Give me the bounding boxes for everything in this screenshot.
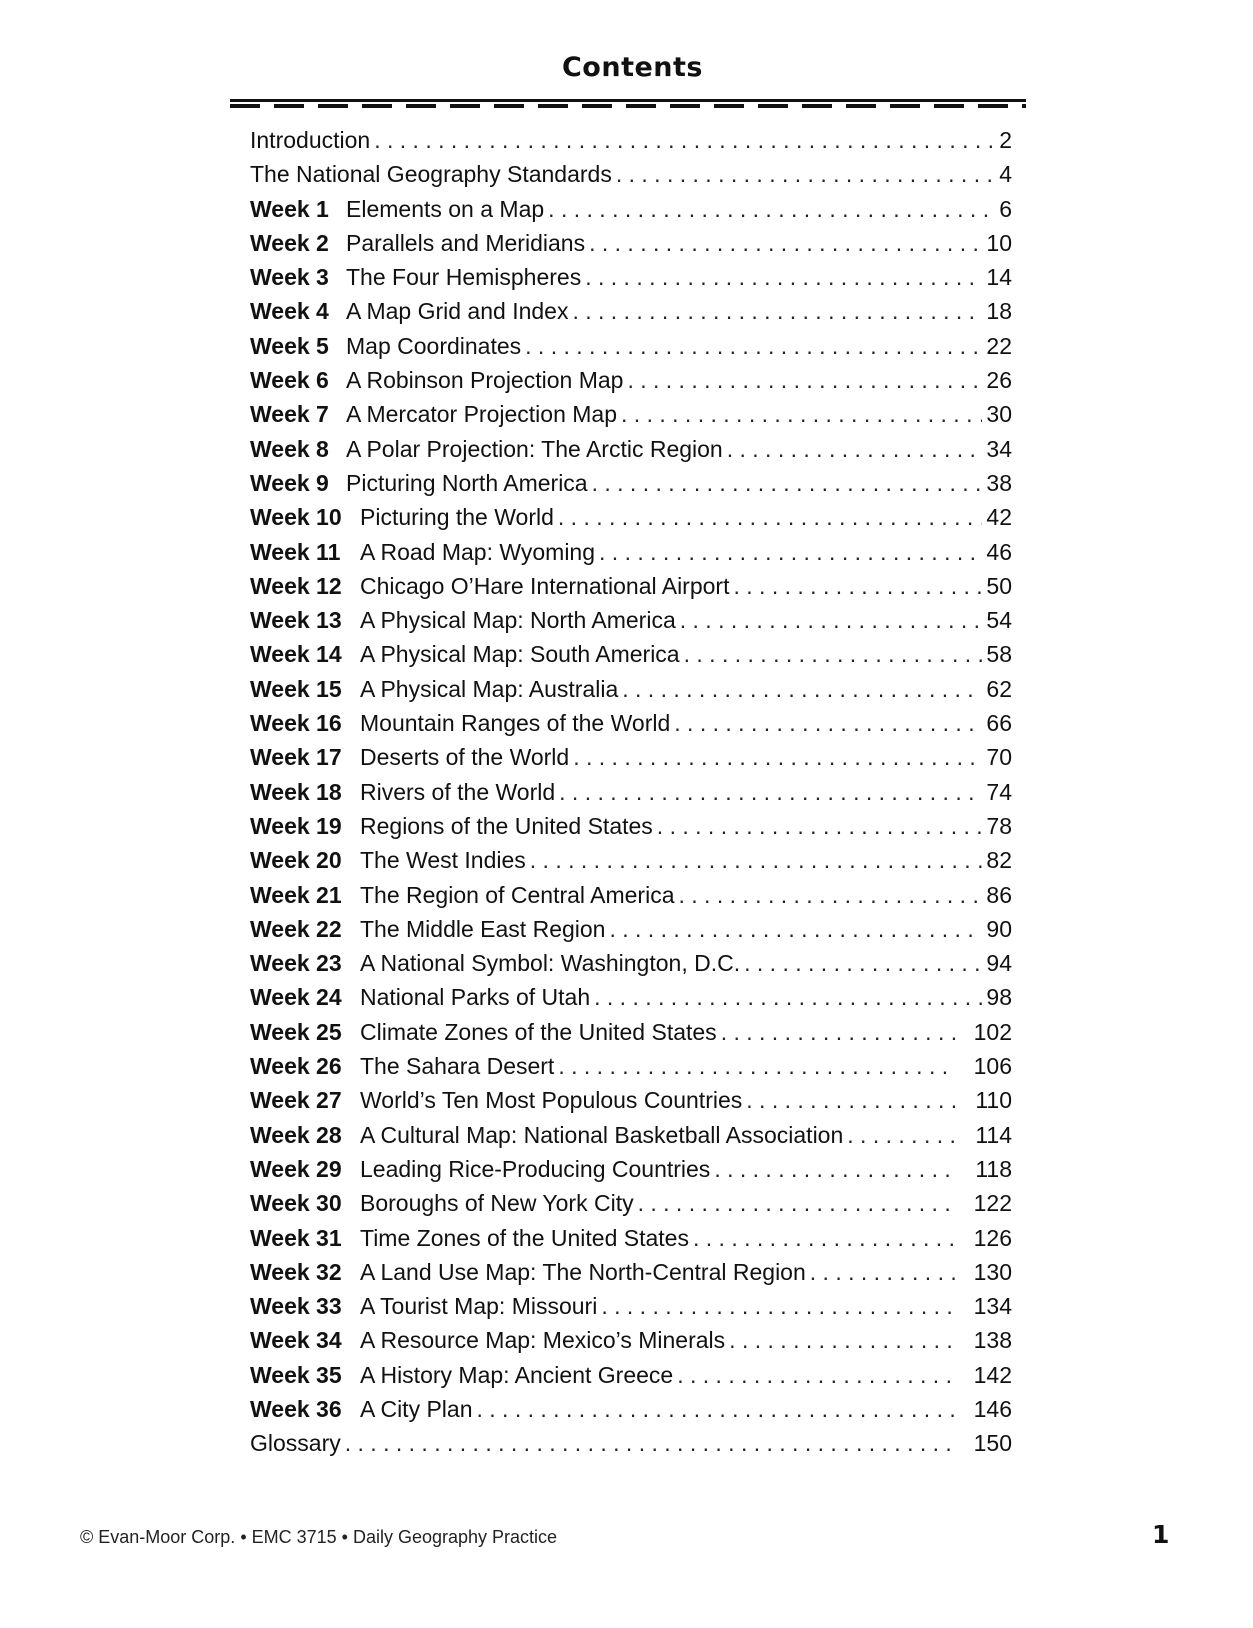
toc-week-label: Week 32 (250, 1258, 342, 1285)
toc-entry (250, 1053, 1012, 1087)
toc-entry (250, 1156, 1012, 1190)
toc-entry (250, 1259, 1012, 1293)
dot-leader (573, 744, 982, 771)
divider-dash (758, 104, 788, 108)
toc-page-number: 10 (986, 229, 1012, 256)
divider-dash (890, 104, 920, 108)
toc-entry (250, 264, 1012, 298)
dot-leader (727, 436, 983, 463)
dot-leader (572, 298, 982, 325)
toc-week-label: Week 4 (250, 298, 329, 325)
dot-leader (677, 1362, 956, 1389)
dot-leader (674, 710, 982, 737)
toc-page-number: 122 (973, 1190, 1012, 1217)
toc-entry (250, 1122, 1012, 1156)
dot-leader (638, 1190, 956, 1217)
dot-leader (721, 1019, 956, 1046)
toc-page-number: 82 (986, 847, 1012, 874)
toc-page-number: 138 (973, 1327, 1012, 1354)
divider-dash (670, 104, 700, 108)
toc-page-number: 54 (986, 607, 1012, 634)
toc-week-label: Week 34 (250, 1327, 342, 1354)
toc-page-number: 118 (975, 1155, 1012, 1182)
toc-entry-title: Deserts of the World (360, 744, 570, 771)
toc-week-label: Week 9 (250, 469, 329, 496)
toc-page-number: 30 (986, 401, 1012, 428)
toc-entry-title: Picturing the World (360, 504, 554, 531)
toc-page-number: 38 (986, 469, 1012, 496)
toc-entry-title: A Land Use Map: The North-Central Region (360, 1258, 806, 1285)
toc-page-number: 34 (986, 435, 1012, 462)
dot-leader (599, 539, 982, 566)
toc-page-number: 106 (973, 1053, 1012, 1080)
toc-week-label: Week 12 (250, 572, 342, 599)
toc-page-number: 18 (986, 298, 1012, 325)
toc-page-number: 58 (986, 641, 1012, 668)
toc-entry-title: National Parks of Utah (360, 984, 591, 1011)
page-number: 1 (1152, 1520, 1170, 1549)
toc-page-number: 94 (986, 950, 1012, 977)
toc-entry-title: Time Zones of the United States (360, 1224, 689, 1251)
toc-page-number: 114 (975, 1121, 1012, 1148)
toc-entry-title: Parallels and Meridians (346, 229, 586, 256)
toc-entry (250, 1225, 1012, 1259)
toc-page-number: 6 (999, 195, 1012, 222)
dot-leader (621, 401, 982, 428)
divider-dash (1022, 104, 1026, 108)
toc-week-label: Week 6 (250, 367, 329, 394)
toc-week-label: Week 19 (250, 812, 342, 839)
toc-entry (250, 984, 1012, 1018)
toc-entry (250, 916, 1012, 950)
toc-entry-title: Glossary (250, 1430, 341, 1457)
toc-page-number: 2 (999, 127, 1012, 153)
toc-page-number: 90 (986, 915, 1012, 942)
dot-leader (592, 470, 983, 497)
toc-entry (250, 230, 1012, 264)
toc-entry (250, 1019, 1012, 1053)
toc-week-label: Week 35 (250, 1361, 342, 1388)
dot-leader (680, 607, 983, 634)
toc-entry (250, 401, 1012, 435)
toc-week-label: Week 18 (250, 778, 342, 805)
toc-entry-title: Climate Zones of the United States (360, 1018, 717, 1045)
dot-leader (733, 573, 982, 600)
toc-entry (250, 710, 1012, 744)
toc-week-label: Week 16 (250, 710, 342, 737)
toc-entry (250, 1327, 1012, 1361)
toc-page-number: 126 (973, 1224, 1012, 1251)
toc-entry (250, 882, 1012, 916)
toc-page-number: 42 (986, 504, 1012, 531)
divider-dash (318, 104, 348, 108)
dot-leader (548, 196, 995, 223)
toc-entry-title: A Map Grid and Index (346, 298, 569, 325)
toc-entry (250, 298, 1012, 332)
dot-leader (810, 1259, 956, 1286)
dot-leader (585, 264, 982, 291)
toc-week-label: Week 5 (250, 332, 329, 359)
toc-entry-title: Boroughs of New York City (360, 1190, 634, 1217)
toc-entry (250, 1293, 1012, 1327)
toc-page-number: 130 (973, 1258, 1012, 1285)
toc-entry-title: A Resource Map: Mexico’s Minerals (360, 1327, 726, 1354)
divider-dash (538, 104, 568, 108)
dot-leader (374, 127, 995, 154)
divider-dash (230, 104, 260, 108)
dot-leader (609, 916, 982, 943)
divider-dash (582, 104, 612, 108)
toc-entry (250, 847, 1012, 881)
toc-page-number: 110 (975, 1087, 1012, 1114)
toc-entry-title: A Polar Projection: The Arctic Region (346, 435, 723, 462)
toc-entry (250, 127, 1012, 161)
dot-leader (847, 1122, 956, 1149)
toc-entry (250, 333, 1012, 367)
toc-entry-title: A Road Map: Wyoming (360, 538, 596, 565)
toc-entry (250, 1396, 1012, 1430)
toc-week-label: Week 1 (250, 195, 329, 222)
toc-week-label: Week 24 (250, 984, 342, 1011)
dot-leader (657, 813, 983, 840)
toc-entry-title: World’s Ten Most Populous Countries (360, 1087, 743, 1114)
toc-entry-title: A Physical Map: Australia (360, 675, 619, 702)
toc-page-number: 98 (986, 984, 1012, 1011)
toc-page-number: 74 (986, 778, 1012, 805)
toc-week-label: Week 28 (250, 1121, 342, 1148)
dot-leader (744, 950, 982, 977)
toc-entry-title: Introduction (250, 127, 371, 153)
toc-entry-title: A Tourist Map: Missouri (360, 1293, 598, 1320)
toc-entry (250, 950, 1012, 984)
toc-week-label: Week 3 (250, 264, 329, 291)
dot-leader (477, 1396, 957, 1423)
toc-entry-title: The Sahara Desert (360, 1053, 555, 1080)
toc-week-label: Week 33 (250, 1293, 342, 1320)
toc-entry (250, 161, 1012, 195)
toc-page-number: 4 (999, 161, 1012, 188)
dot-leader (525, 333, 982, 360)
toc-page-number: 134 (973, 1293, 1012, 1320)
toc-page-number: 26 (986, 367, 1012, 394)
toc-page-number: 150 (973, 1430, 1012, 1457)
table-of-contents (250, 127, 1012, 1465)
divider-dash (274, 104, 304, 108)
toc-week-label: Week 29 (250, 1155, 342, 1182)
toc-entry-title: The National Geography Standards (250, 161, 612, 188)
toc-entry-title: A History Map: Ancient Greece (360, 1361, 674, 1388)
toc-entry-title: The Four Hemispheres (346, 264, 582, 291)
toc-entry-title: A Mercator Projection Map (346, 401, 618, 428)
toc-entry-title: Leading Rice-Producing Countries (360, 1155, 711, 1182)
toc-entry (250, 470, 1012, 504)
toc-page-number: 146 (973, 1395, 1012, 1422)
toc-entry-title: A Robinson Projection Map (346, 367, 624, 394)
toc-entry (250, 1430, 1012, 1464)
dot-leader (684, 641, 983, 668)
dot-leader (559, 779, 982, 806)
toc-page-number: 14 (986, 264, 1012, 291)
toc-page-number: 62 (986, 675, 1012, 702)
toc-page-number: 86 (986, 881, 1012, 908)
dot-leader (693, 1225, 956, 1252)
divider-dash (406, 104, 436, 108)
dot-leader (714, 1156, 956, 1183)
toc-week-label: Week 13 (250, 607, 342, 634)
toc-entry (250, 1190, 1012, 1224)
toc-entry-title: Chicago O’Hare International Airport (360, 572, 730, 599)
toc-entry (250, 676, 1012, 710)
dot-leader (594, 984, 982, 1011)
divider-dash (450, 104, 480, 108)
dot-leader (729, 1327, 956, 1354)
toc-week-label: Week 20 (250, 847, 342, 874)
toc-entry-title: Rivers of the World (360, 778, 556, 805)
toc-page-number: 22 (986, 332, 1012, 359)
toc-week-label: Week 30 (250, 1190, 342, 1217)
toc-week-label: Week 15 (250, 675, 342, 702)
toc-entry (250, 196, 1012, 230)
toc-entry-title: A Physical Map: South America (360, 641, 680, 668)
dot-leader (622, 676, 982, 703)
dot-leader (530, 847, 983, 874)
toc-week-label: Week 23 (250, 950, 342, 977)
dot-leader (679, 882, 983, 909)
toc-week-label: Week 25 (250, 1018, 342, 1045)
dot-leader (345, 1430, 956, 1457)
divider-dash (846, 104, 876, 108)
dot-leader (589, 230, 982, 257)
toc-week-label: Week 36 (250, 1395, 342, 1422)
toc-page-number: 66 (986, 710, 1012, 737)
dot-leader (558, 1053, 956, 1080)
dot-leader (746, 1087, 956, 1114)
toc-page-number: 142 (973, 1361, 1012, 1388)
toc-page-number: 50 (986, 572, 1012, 599)
toc-entry-title: A Physical Map: North America (360, 607, 676, 634)
toc-week-label: Week 27 (250, 1087, 342, 1114)
toc-page-number: 46 (986, 538, 1012, 565)
toc-entry (250, 779, 1012, 813)
toc-week-label: Week 17 (250, 744, 342, 771)
toc-page-number: 78 (986, 812, 1012, 839)
toc-entry (250, 1087, 1012, 1121)
toc-week-label: Week 31 (250, 1224, 342, 1251)
toc-entry (250, 436, 1012, 470)
toc-entry (250, 744, 1012, 778)
dot-leader (616, 161, 995, 188)
toc-entry (250, 504, 1012, 538)
divider-dash (802, 104, 832, 108)
toc-entry-title: Elements on a Map (346, 195, 545, 222)
toc-week-label: Week 2 (250, 229, 329, 256)
divider-dash (362, 104, 392, 108)
toc-entry (250, 607, 1012, 641)
toc-entry (250, 641, 1012, 675)
divider-dash (714, 104, 744, 108)
divider-dash (934, 104, 964, 108)
toc-entry (250, 1362, 1012, 1396)
toc-entry (250, 367, 1012, 401)
page-title: Contents (561, 52, 703, 83)
toc-page-number: 102 (973, 1018, 1012, 1045)
toc-week-label: Week 22 (250, 915, 342, 942)
toc-entry (250, 813, 1012, 847)
dot-leader (601, 1293, 956, 1320)
toc-entry-title: A City Plan (360, 1395, 473, 1422)
title-divider (230, 99, 1026, 109)
toc-week-label: Week 11 (250, 538, 341, 565)
divider-dash (494, 104, 524, 108)
toc-week-label: Week 21 (250, 881, 342, 908)
toc-week-label: Week 26 (250, 1053, 342, 1080)
toc-entry-title: Picturing North America (346, 469, 588, 496)
toc-week-label: Week 8 (250, 435, 329, 462)
toc-entry (250, 573, 1012, 607)
toc-page-number: 70 (986, 744, 1012, 771)
footer-credit: © Evan-Moor Corp. • EMC 3715 • Daily Geography Practice (80, 1527, 558, 1547)
divider-dash (626, 104, 656, 108)
toc-entry-title: The Middle East Region (360, 915, 606, 942)
toc-entry-title: The West Indies (360, 847, 526, 874)
toc-week-label: Week 10 (250, 504, 342, 531)
dot-leader (627, 367, 982, 394)
toc-entry-title: A National Symbol: Washington, D.C. (360, 950, 741, 977)
toc-entry-title: Mountain Ranges of the World (360, 710, 671, 737)
toc-week-label: Week 7 (250, 401, 329, 428)
toc-entry-title: The Region of Central America (360, 881, 675, 908)
toc-entry-title: Map Coordinates (346, 332, 522, 359)
toc-week-label: Week 14 (250, 641, 342, 668)
toc-entry-title: A Cultural Map: National Basketball Association (360, 1121, 844, 1148)
divider-dash (978, 104, 1008, 108)
dot-leader (558, 504, 983, 531)
toc-entry (250, 539, 1012, 573)
toc-entry-title: Regions of the United States (360, 812, 653, 839)
